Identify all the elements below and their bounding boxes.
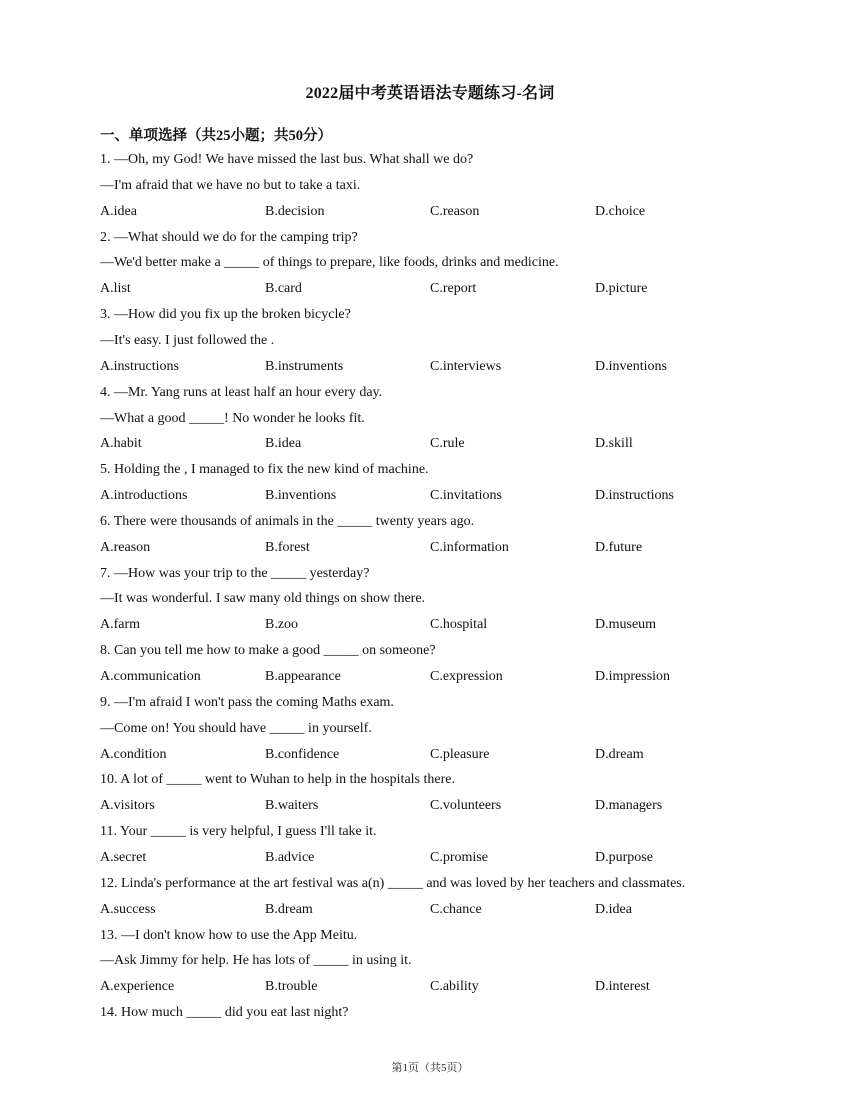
answer-option: C.chance: [430, 901, 482, 917]
answer-option: C.expression: [430, 669, 503, 684]
answer-option: D.interest: [595, 979, 650, 995]
answer-option: D.purpose: [595, 849, 653, 865]
question-stem: 8. Can you tell me how to make a good _____ on someone?: [100, 643, 436, 659]
question-dialogue-line: —Come on! You should have _____ in yourself.: [100, 720, 372, 736]
answer-option: C.volunteers: [430, 798, 502, 814]
answer-option: C.promise: [430, 849, 488, 865]
answer-option: A.experience: [100, 979, 175, 995]
answer-option: C.rule: [430, 436, 465, 452]
answer-option: B.advice: [265, 849, 315, 865]
question-stem: 12. Linda's performance at the art festival was a(n) _____ and was loved by her teachers and classmates.: [100, 875, 686, 891]
answer-option: B.trouble: [265, 979, 318, 995]
question-dialogue-line: —I'm afraid that we have no but to take a taxi.: [100, 177, 361, 193]
answer-option: A.instructions: [100, 358, 179, 374]
answer-option: A.visitors: [100, 798, 155, 814]
question-stem: 1. —Oh, my God! We have missed the last bus. What shall we do?: [100, 152, 474, 167]
answer-option: B.dream: [265, 901, 313, 917]
answer-option: D.dream: [595, 746, 644, 762]
answer-option: D.future: [595, 539, 643, 555]
question-stem: 9. —I'm afraid I won't pass the coming Maths exam.: [100, 694, 394, 710]
answer-option: C.pleasure: [430, 746, 490, 762]
answer-option: D.managers: [595, 798, 663, 814]
page-footer: 第1页（共5页）: [391, 1062, 469, 1074]
answer-option: A.idea: [100, 203, 137, 219]
answer-option: D.museum: [595, 617, 657, 633]
answer-option: D.inventions: [595, 358, 667, 374]
question-dialogue-line: —What a good _____! No wonder he looks fit.: [100, 410, 365, 426]
answer-option: C.invitations: [430, 488, 502, 504]
answer-option: B.decision: [265, 203, 325, 219]
question-dialogue-line: —We'd better make a _____ of things to prepare, like foods, drinks and medicine.: [100, 255, 559, 271]
answer-option: B.waiters: [265, 798, 319, 814]
question-stem: 11. Your _____ is very helpful, I guess I'll take it.: [100, 824, 377, 840]
question-stem: 13. —I don't know how to use the App Meitu.: [100, 927, 358, 943]
page-title: 2022届中考英语语法专题练习-名词: [305, 85, 555, 102]
question-stem: 4. —Mr. Yang runs at least half an hour every day.: [100, 384, 383, 400]
question-stem: 5. Holding the , I managed to fix the new kind of machine.: [100, 462, 429, 478]
answer-option: A.farm: [100, 617, 141, 633]
answer-option: B.appearance: [265, 669, 341, 684]
question-dialogue-line: —It was wonderful. I saw many old things on show there.: [100, 591, 426, 607]
answer-option: B.zoo: [265, 617, 299, 633]
answer-option: A.reason: [100, 539, 151, 555]
question-stem: 7. —How was your trip to the _____ yesterday?: [100, 565, 370, 581]
answer-option: D.skill: [595, 436, 633, 452]
question-stem: 14. How much _____ did you eat last night?: [100, 1005, 349, 1021]
question-stem: 3. —How did you fix up the broken bicycle?: [100, 307, 351, 323]
section-heading: 一、单项选择（共25小题；共50分）: [100, 128, 332, 144]
answer-option: C.ability: [430, 979, 479, 995]
question-dialogue-line: —Ask Jimmy for help. He has lots of _____ in using it.: [100, 953, 412, 969]
answer-option: B.card: [265, 281, 302, 297]
answer-option: D.idea: [595, 901, 632, 917]
answer-option: A.condition: [100, 746, 167, 762]
answer-option: D.picture: [595, 281, 648, 297]
answer-option: A.secret: [100, 849, 147, 865]
answer-option: C.information: [430, 539, 509, 555]
answer-option: C.hospital: [430, 617, 488, 633]
question-stem: 6. There were thousands of animals in the _____ twenty years ago.: [100, 513, 475, 529]
answer-option: B.idea: [265, 436, 302, 452]
answer-option: B.inventions: [265, 488, 337, 504]
answer-option: D.choice: [595, 203, 646, 219]
answer-option: D.impression: [595, 669, 671, 684]
question-stem: 10. A lot of _____ went to Wuhan to help in the hospitals there.: [100, 772, 455, 788]
answer-option: A.introductions: [100, 488, 188, 504]
question-dialogue-line: —It's easy. I just followed the .: [100, 332, 275, 348]
answer-option: B.confidence: [265, 746, 340, 762]
answer-option: A.list: [100, 281, 131, 297]
answer-option: C.reason: [430, 203, 480, 219]
question-stem: 2. —What should we do for the camping trip?: [100, 229, 358, 245]
answer-option: A.communication: [100, 669, 201, 684]
answer-option: A.success: [100, 901, 156, 917]
answer-option: D.instructions: [595, 488, 674, 504]
answer-option: B.forest: [265, 539, 310, 555]
answer-option: C.interviews: [430, 358, 502, 374]
answer-option: C.report: [430, 281, 477, 297]
answer-option: B.instruments: [265, 358, 344, 374]
answer-option: A.habit: [100, 436, 142, 452]
